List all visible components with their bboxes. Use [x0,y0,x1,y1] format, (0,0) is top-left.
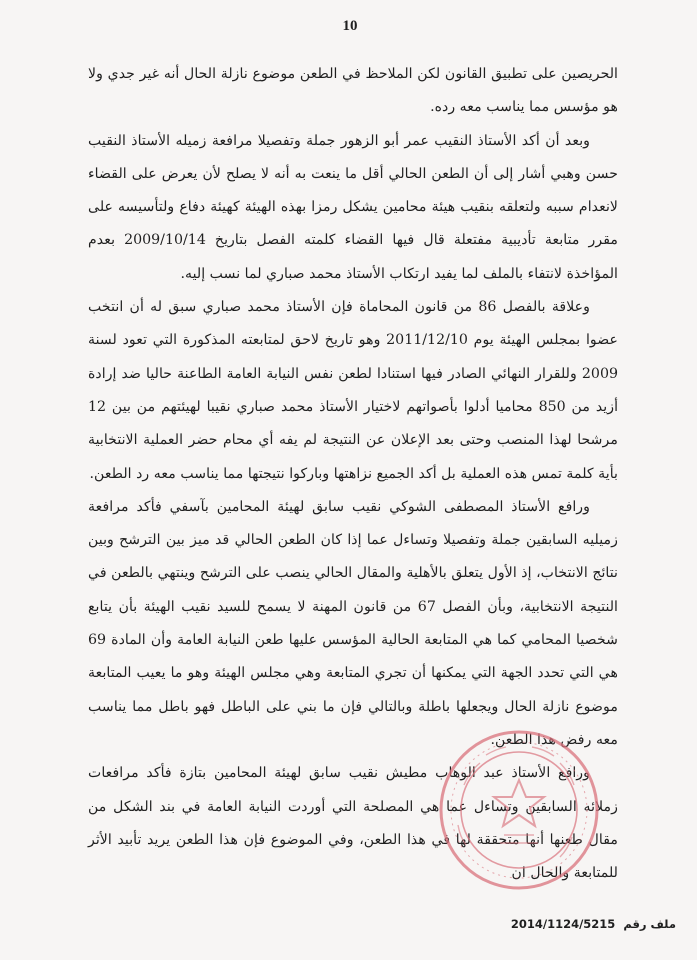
paragraph-article-86: وعلاقة بالفصل 86 من قانون المحاماة فإن الأستاذ محمد صباري سبق له أن انتخب عضوا بمجلس الهيئة يوم 2011/12/10 وهو تاريخ لاحق لمتابعته المذكورة التي تعود لسنة 2009 وللقرار النهائي الصادر فيها استنادا لطعن نفس النيابة العامة الطاعنة حاليا ضد إرادة أزيد من 850 محاميا أدلوا بأصواتهم لاختيار الأستاذ محمد صباري نقيبا لهيئتهم من بين 12 مرشحا لهذا المنصب وحتى بعد الإعلان عن النتيجة لم يفه أي محام حضر العملية الانتخابية بأية كلمة تمس هذه العملية بل أكد الجميع نزاهتها وباركوا نتيجتها مما يناسب معه رد الطعن. [88,299,619,482]
paragraph-matich-pleading: ورافع الأستاذ عبد الوهاب مطيش نقيب سابق لهيئة المحامين بتازة فأكد مرافعات زملائه السابقين وتساءل عما هي المصلحة التي أوردت النيابة العامة في بند الشكل من مقال طعنها أنها متحققة لها في هذا الطعن، وفي الموضوع فإن هذا الطعن يريد تأبيد الأثر للمتابعة والحال ان [88,765,618,882]
file-number-label: ملف رقم [623,917,676,931]
paragraph-continuation: الحريصين على تطبيق القانون لكن الملاحظ في الطعن موضوع نازلة الحال أنه غير جدي ولا هو مؤسس مما يناسب معه رده. [88,66,618,116]
page-number: 10 [342,18,358,34]
paragraph-abouzouhour-pleading: وبعد أن أكد الأستاذ النقيب عمر أبو الزهور جملة وتفصيلا مرافعة زميله الأستاذ النقيب حسن وهبي أشار إلى أن الطعن الحالي أقل ما ينعت به أنه لا يصلح لأن يعرض على القضاء لانعدام سببه ولتعلقه بنقيب هيئة محامين يشكل رمزا بهذه الهيئة كهيئة دفاع ولتأسيسه على مقرر متابعة تأديبية مفتعلة قال فيها القضاء كلمته الفصل بتاريخ 2009/10/14 بعدم المؤاخذة لانتفاء بالملف لما يفيد ارتكاب الأستاذ محمد صباري لما نسب إليه. [88,132,618,282]
paragraph-chouki-pleading: ورافع الأستاذ المصطفى الشوكي نقيب سابق لهيئة المحامين بآسفي فأكد مرافعة زميليه السابقين جملة وتفصيلا وتساءل عما إذا كان الطعن الحالي قد ميز بين الترشح وبين نتائج الانتخاب، إذ الأول يتعلق بالأهلية والمقال الحالي ينصب على الترشح وينتهي بالطعن في النتيجة الانتخابية، وبأن الفصل 67 من قانون المهنة لا يسمح للسيد نقيب الهيئة بأن يتابع شخصيا المحامي كما هي المتابعة الحالية المؤسس عليها طعن النيابة العامة وأن المادة 69 هي التي تحدد الجهة التي يمكنها أن تجري المتابعة وهي مجلس الهيئة وهو ما يعيب المتابعة موضوع نازلة الحال ويجعلها باطلة وبالتالي فإن ما بني على الباطل فهو باطل مما يناسب معه رفض هذا الطعن. [88,498,618,748]
document-body [88,58,618,890]
file-reference [510,917,676,931]
file-number: 2014/1124/5215 [510,917,616,931]
